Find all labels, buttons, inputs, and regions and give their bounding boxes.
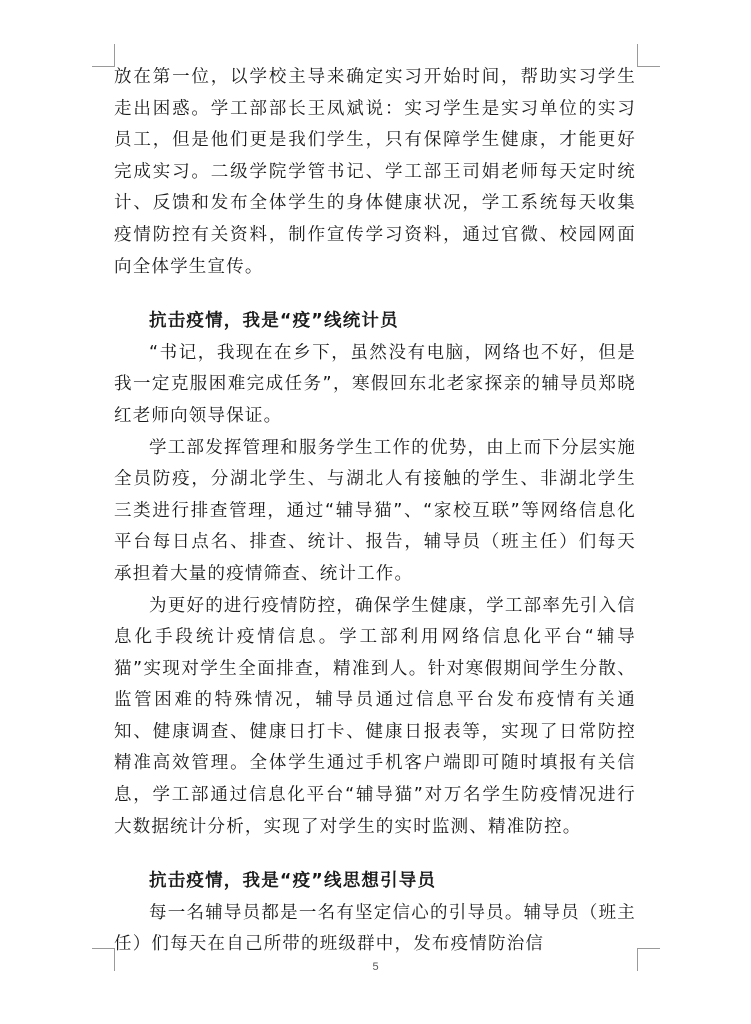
section-spacer bbox=[114, 283, 636, 306]
body-paragraph: 每一名辅导员都是一名有坚定信心的引导员。辅导员（班主任）们每天在自己所带的班级群中，发布疫情防治信 bbox=[114, 902, 636, 955]
body-paragraph: 放在第一位，以学校主导来确定实习开始时间，帮助实习学生走出困惑。学工部部长王凤斌说：实习学生是实习单位的实习员工，但是他们更是我们学生，只有保障学生健康，才能更好完成实习。二级学院学管书记、学工部王司娟老师每天定时统计、反馈和发布全体学生的身体健康状况，学工系统每天收集疫情防控有关资料，制作宣传学习资料，通过官微、校园网面向全体学生宣传。 bbox=[114, 67, 636, 277]
crop-mark-top-left bbox=[92, 44, 115, 67]
body-paragraph: 为更好的进行疫情防控，确保学生健康，学工部率先引入信息化手段统计疫情信息。学工部利用网络信息化平台“辅导猫”实现对学生全面排查，精准到人。针对寒假期间学生分散、监管困难的特殊情况，辅导员通过信息平台发布疫情有关通知、健康调查、健康日打卡、健康日报表等，实现了日常防控精准高效管理。全体学生通过手机客户端即可随时填报有关信息，学工部通过信息化平台“辅导猫”对万名学生防疫情况进行大数据统计分析，实现了对学生的实时监测、精准防控。 bbox=[114, 595, 636, 837]
section-heading: 抗击疫情，我是“疫”线思想引导员 bbox=[149, 871, 437, 892]
body-paragraph: 学工部发挥管理和服务学生工作的优势，由上而下分层实施全员防疫，分湖北学生、与湖北人有接触的学生、非湖北学生三类进行排查管理，通过“辅导猫”、“家校互联”等网络信息化平台每日点名、排查、统计、报告，辅导员（班主任）们每天承担着大量的疫情筛查、统计工作。 bbox=[114, 437, 636, 584]
crop-mark-top-right bbox=[637, 44, 660, 67]
page-body bbox=[114, 62, 636, 961]
section-spacer bbox=[114, 843, 636, 866]
page-number: 5 bbox=[372, 961, 379, 973]
section-heading: 抗击疫情，我是“疫”线统计员 bbox=[149, 311, 399, 332]
body-paragraph: “书记，我现在在乡下，虽然没有电脑，网络也不好，但是我一定克服困难完成任务”，寒假回东北老家探亲的辅导员郑晓红老师向领导保证。 bbox=[114, 342, 636, 426]
